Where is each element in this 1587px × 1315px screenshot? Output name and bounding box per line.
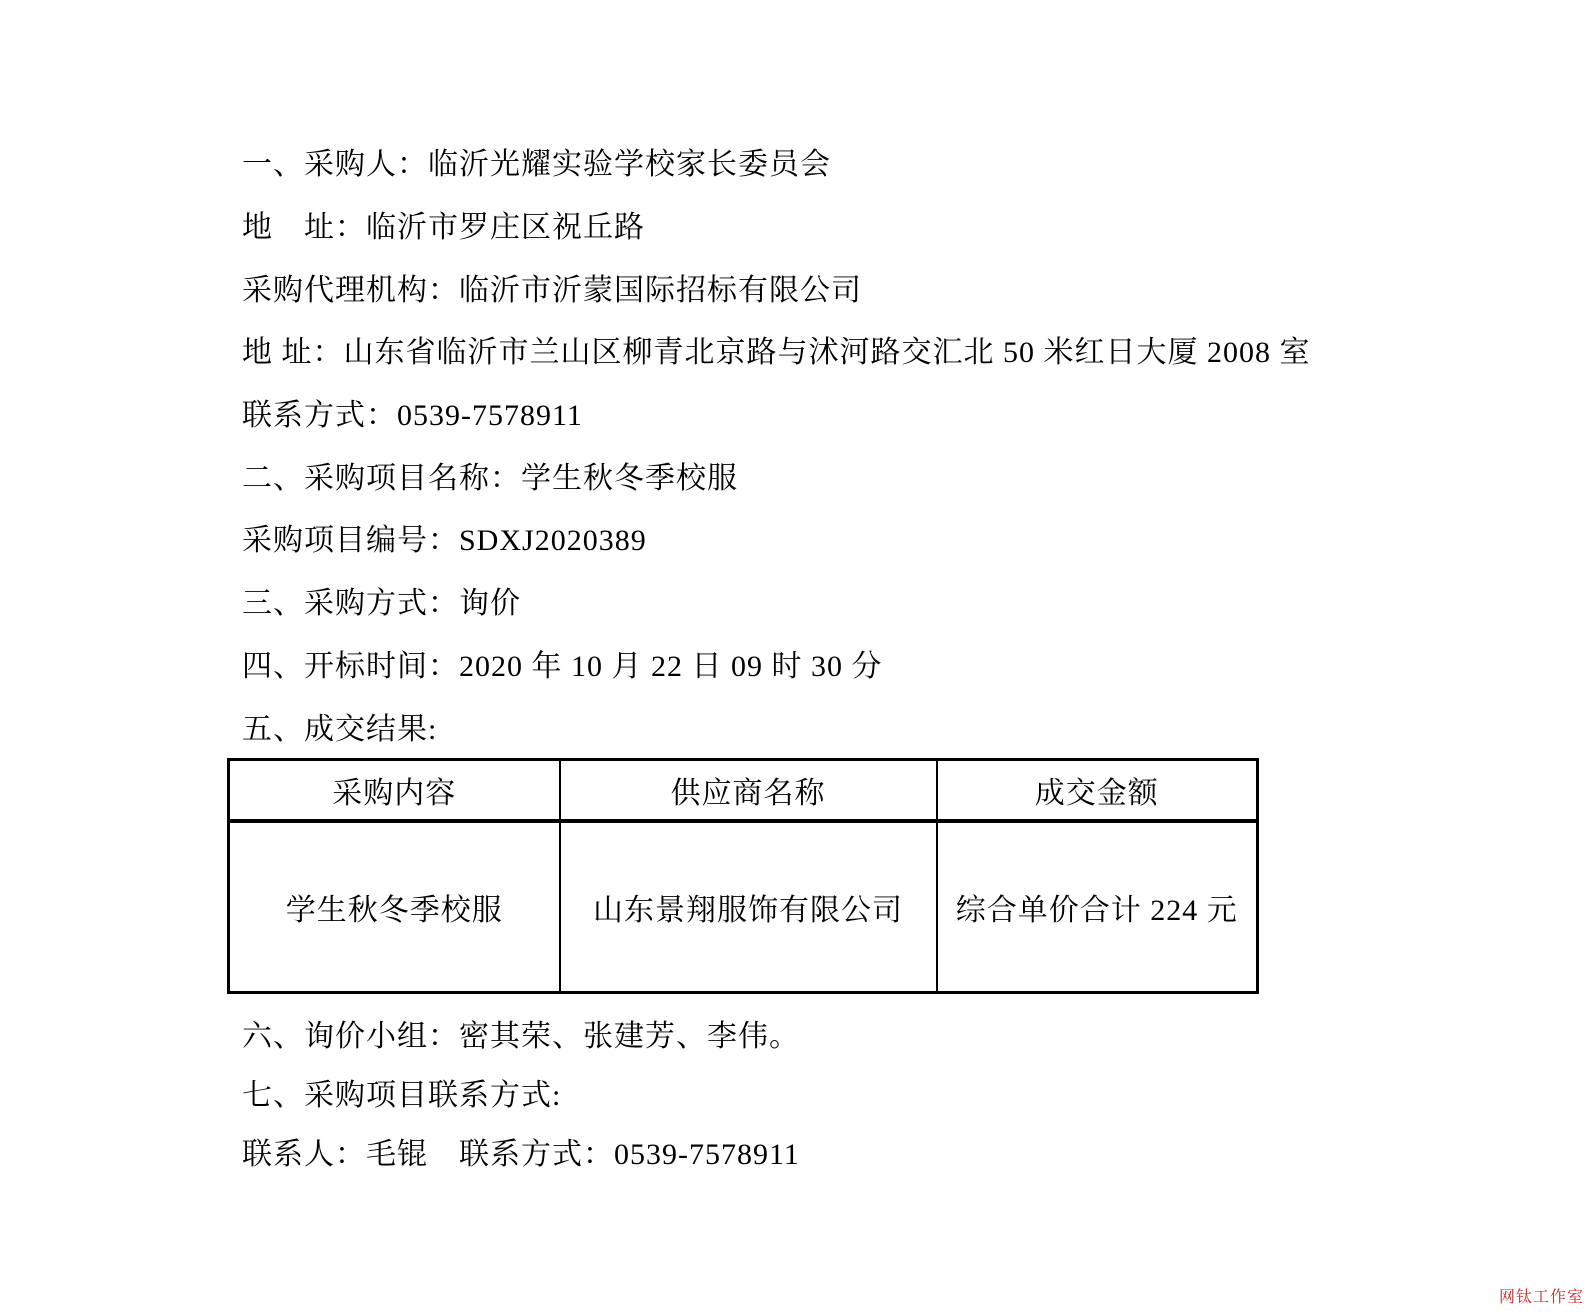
project-number-line: 采购项目编号：SDXJ2020389	[242, 524, 647, 558]
project-name-line: 二、采购项目名称：学生秋冬季校服	[242, 461, 738, 495]
header-deal-amount: 成交金额	[937, 759, 1258, 821]
header-supplier-name: 供应商名称	[560, 759, 937, 821]
result-table	[227, 758, 1259, 994]
agency-contact-line: 联系方式：0539-7578911	[242, 399, 583, 433]
project-contact-heading-line: 七、采购项目联系方式:	[242, 1079, 562, 1113]
table-row	[229, 821, 1258, 993]
result-heading-line: 五、成交结果:	[242, 712, 438, 746]
bid-opening-time-line: 四、开标时间：2020 年 10 月 22 日 09 时 30 分	[242, 649, 883, 683]
cell-purchase-content: 学生秋冬季校服	[229, 821, 560, 993]
cell-deal-amount: 综合单价合计 224 元	[937, 821, 1258, 993]
purchaser-line: 一、采购人：临沂光耀实验学校家长委员会	[242, 148, 831, 182]
procurement-method-line: 三、采购方式：询价	[242, 587, 521, 621]
agency-address-line: 地 址：山东省临沂市兰山区柳青北京路与沭河路交汇北 50 米红日大厦 2008 室	[242, 336, 1311, 370]
agency-line: 采购代理机构：临沂市沂蒙国际招标有限公司	[242, 273, 862, 307]
header-purchase-content: 采购内容	[229, 759, 560, 821]
cell-supplier-name: 山东景翔服饰有限公司	[560, 821, 937, 993]
studio-watermark-label: 网钛工作室	[1498, 1289, 1584, 1306]
contact-person-line: 联系人：毛锟 联系方式：0539-7578911	[242, 1138, 800, 1172]
purchaser-address-line: 地 址：临沂市罗庄区祝丘路	[242, 211, 645, 245]
table-header-row	[229, 759, 1258, 821]
inquiry-team-line: 六、询价小组：密其荣、张建芳、李伟。	[242, 1020, 800, 1054]
